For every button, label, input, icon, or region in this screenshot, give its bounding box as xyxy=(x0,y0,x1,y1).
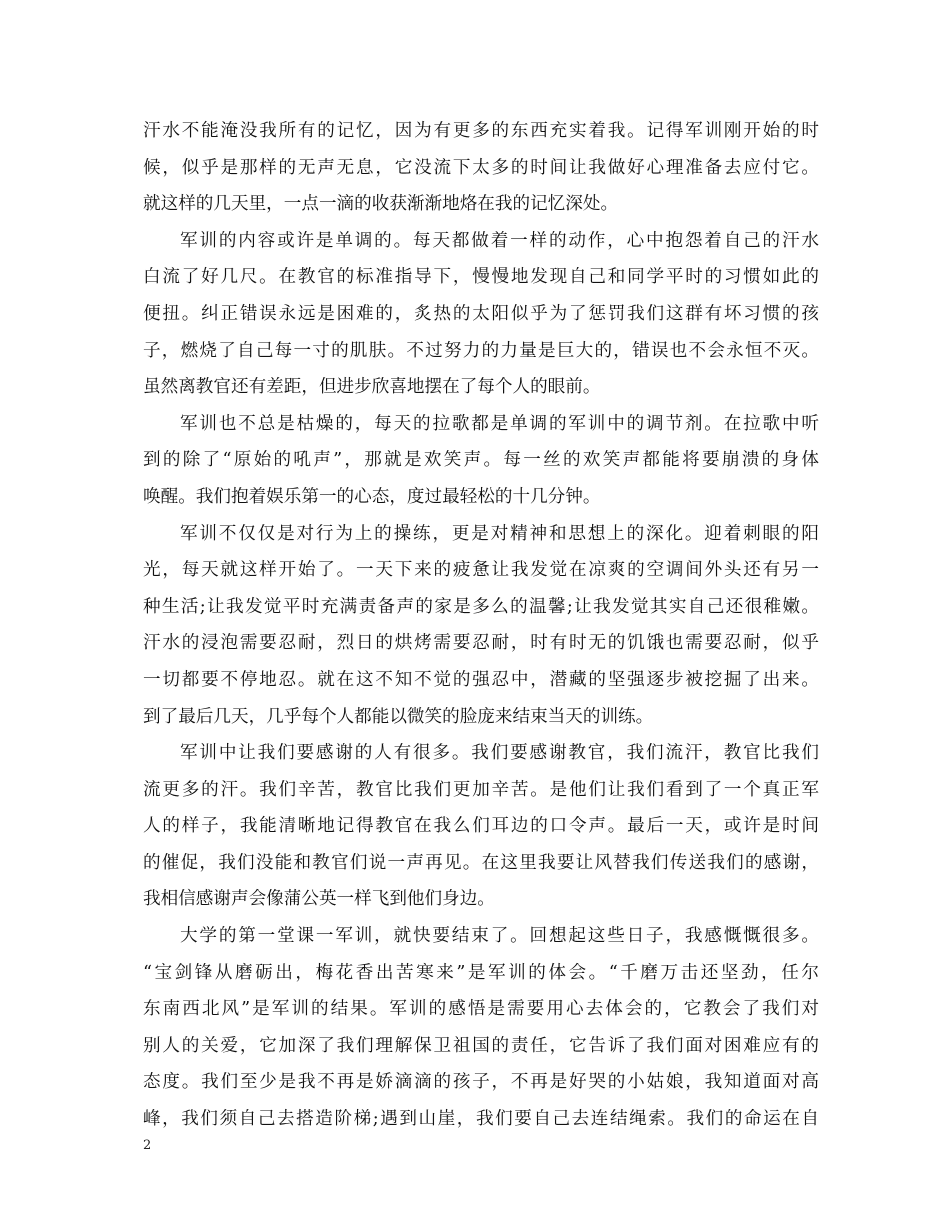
text-line: 便扭。纠正错误永远是困难的，炙热的太阳似乎为了惩罚我们这群有坏习惯的孩 xyxy=(143,303,819,324)
text-line: 态度。我们至少是我不再是娇滴滴的孩子，不再是好哭的小姑娘，我知道面对高 xyxy=(143,1072,819,1093)
text-line: 军训中让我们要感谢的人有很多。我们要感谢教官，我们流汗，教官比我们 xyxy=(180,743,819,764)
text-line: 峰，我们须自己去搭造阶梯;遇到山崖，我们要自己去连结绳索。我们的命运在自 xyxy=(143,1109,819,1130)
text-line: 到了最后几天，几乎每个人都能以微笑的脸庞来结束当天的训练。 xyxy=(143,706,654,727)
text-line: 军训不仅仅是对行为上的操练，更是对精神和思想上的深化。迎着刺眼的阳 xyxy=(180,523,819,544)
text-line: 汗水不能淹没我所有的记忆，因为有更多的东西充实着我。记得军训刚开始的时 xyxy=(143,121,819,141)
text-line: 我相信感谢声会像蒲公英一样飞到他们身边。 xyxy=(143,889,495,910)
text-line: 流更多的汗。我们辛苦，教官比我们更加辛苦。是他们让我们看到了一个真正军 xyxy=(143,779,819,800)
text-line: 唤醒。我们抱着娱乐第一的心态，度过最轻松的十几分钟。 xyxy=(143,486,601,507)
text-line: 到的除了“原始的吼声”，那就是欢笑声。每一丝的欢笑声都能将要崩溃的身体 xyxy=(143,450,819,471)
body-text xyxy=(143,113,819,1138)
text-line: 就这样的几天里，一点一滴的收获渐渐地烙在我的记忆深处。 xyxy=(143,194,619,215)
text-line: 汗水的浸泡需要忍耐，烈日的烘烤需要忍耐，时有时无的饥饿也需要忍耐，似乎 xyxy=(143,633,819,654)
text-line: 子，燃烧了自己每一寸的肌肤。不过努力的力量是巨大的，错误也不会永恒不灭。 xyxy=(143,340,819,361)
page-number: 2 xyxy=(143,1138,152,1153)
text-line: 东南西北风”是军训的结果。军训的感悟是需要用心去体会的，它教会了我们对 xyxy=(143,999,819,1020)
text-line: 人的样子，我能清晰地记得教官在我么们耳边的口令声。最后一天，或许是时间 xyxy=(143,816,819,837)
text-line: 军训也不总是枯燥的，每天的拉歌都是单调的军训中的调节剂。在拉歌中听 xyxy=(180,413,819,434)
text-line: 的催促，我们没能和教官们说一声再见。在这里我要让风替我们传送我们的感谢， xyxy=(143,852,819,873)
text-line: “宝剑锋从磨砺出，梅花香出苦寒来”是军训的体会。“千磨万击还坚劲，任尔 xyxy=(143,962,819,983)
text-line: 候，似乎是那样的无声无息，它没流下太多的时间让我做好心理准备去应付它。 xyxy=(143,157,819,178)
text-line: 别人的关爱，它加深了我们理解保卫祖国的责任，它告诉了我们面对困难应有的 xyxy=(143,1035,819,1056)
text-line: 一切都要不停地忍。就在这不知不觉的强忍中，潜藏的坚强逐步被挖掘了出来。 xyxy=(143,669,819,690)
text-line: 大学的第一堂课一军训，就快要结束了。回想起这些日子，我感慨慨很多。 xyxy=(180,926,819,947)
text-line: 军训的内容或许是单调的。每天都做着一样的动作，心中抱怨着自己的汗水 xyxy=(180,230,819,251)
text-line: 光，每天就这样开始了。一天下来的疲惫让我发觉在凉爽的空调间外头还有另一 xyxy=(143,560,819,581)
text-line: 种生活;让我发觉平时充满责备声的家是多么的温馨;让我发觉其实自己还很稚嫩。 xyxy=(143,596,819,617)
text-line: 虽然离教官还有差距，但进步欣喜地摆在了每个人的眼前。 xyxy=(143,377,601,398)
text-line: 白流了好几尺。在教官的标准指导下，慢慢地发现自己和同学平时的习惯如此的 xyxy=(143,267,819,288)
